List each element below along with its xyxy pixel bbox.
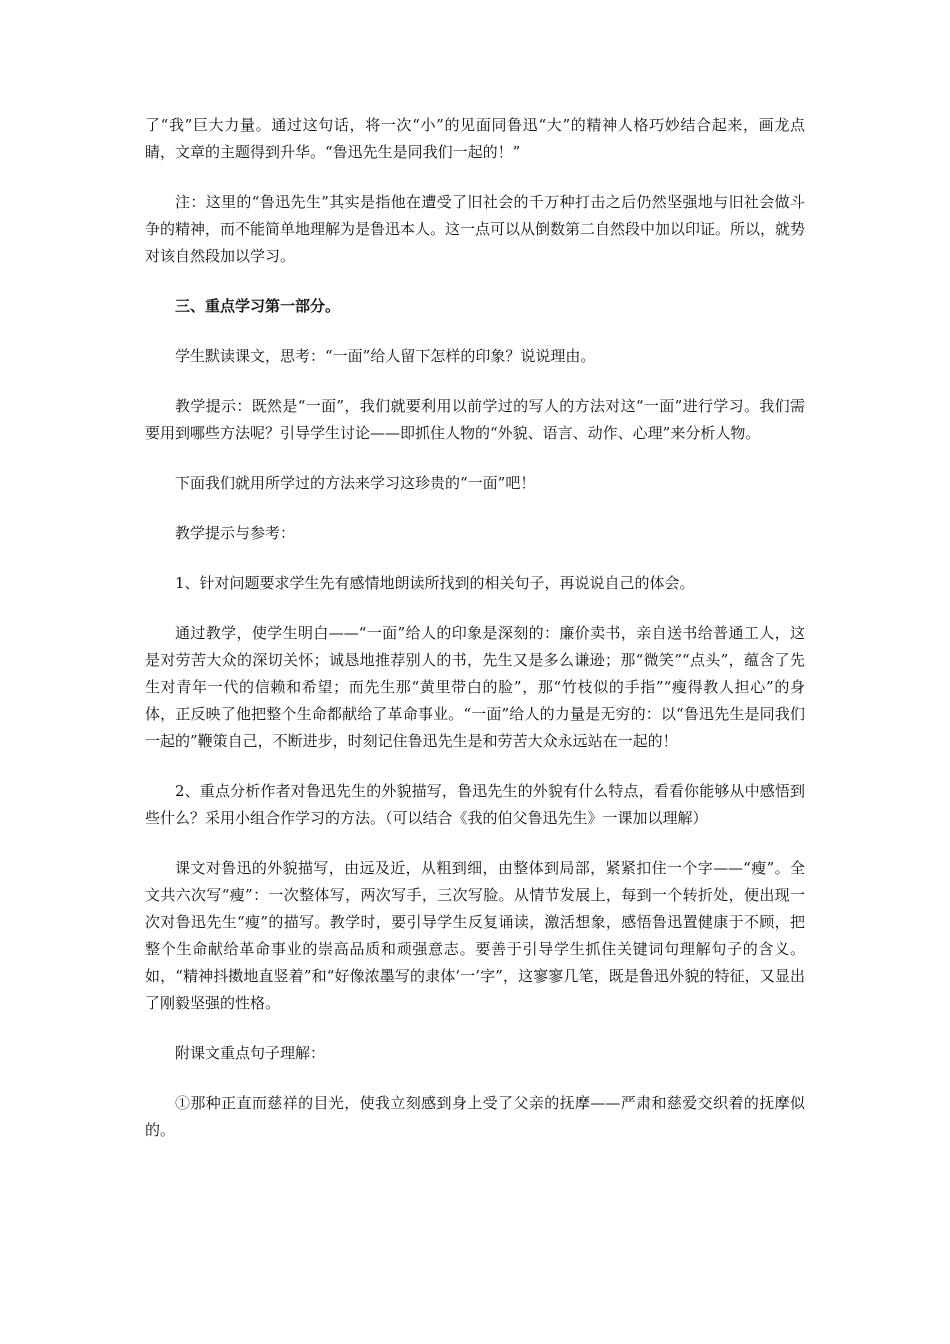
paragraph-item-2: 2、重点分析作者对鲁迅先生的外貌描写，鲁迅先生的外貌有什么特点，看看你能够从中感悟到些什么？采用小组合作学习的方法。（可以结合《我的伯父鲁迅先生》一课加以理解） — [145, 782, 805, 827]
paragraph-item-1: 1、针对问题要求学生先有感情地朗读所找到的相关句子，再说说自己的体会。 — [175, 574, 695, 592]
paragraph-transition: 下面我们就用所学过的方法来学习这珍贵的“一面”吧！ — [175, 474, 536, 492]
paragraph-teaching-tip: 教学提示：既然是“一面”，我们就要利用以前学过的写人的方法对这“一面”进行学习。我们需要用到哪些方法呢？引导学生讨论——即抓住人物的“外貌、语言、动作、心理”来分析人物。 — [145, 397, 805, 442]
paragraph-appendix-title: 附课文重点句子理解： — [175, 1044, 326, 1062]
paragraph-tip-reference: 教学提示与参考： — [175, 524, 296, 542]
document-page — [145, 112, 805, 1144]
paragraph-impression: 通过教学，使学生明白——“一面”给人的印象是深刻的：廉价卖书，亲自送书给普通工人，这是对劳苦大众的深切关怀；诚恳地推荐别人的书，先生又是多么谦逊；那“微笑”“点头”，蕴含了先生对青年一代的信赖和希望；而先生那“黄里带白的脸”，那“竹枝似的手指”“瘦得教人担心”的身体，正反映了他把整个生命都献给了革命事业。“一面”给人的力量是无穷的：以“鲁迅先生是同我们一起的”鞭策自己，不断进步，时刻记住鲁迅先生是和劳苦大众永远站在一起的！ — [145, 624, 805, 750]
paragraph-question: 学生默读课文，思考：“一面”给人留下怎样的印象？说说理由。 — [175, 347, 596, 365]
section-heading: 三、重点学习第一部分。 — [175, 297, 341, 315]
paragraph-key-sentence-1: ①那种正直而慈祥的目光，使我立刻感到身上受了父亲的抚摩——严肃和慈爱交织着的抚摩似的。 — [145, 1094, 805, 1139]
paragraph-note: 注：这里的“鲁迅先生”其实是指他在遭受了旧社会的千万种打击之后仍然坚强地与旧社会做斗争的精神，而不能简单地理解为是鲁迅本人。这一点可以从倒数第二自然段中加以印证。所以，就势对该自然段加以学习。 — [145, 193, 806, 265]
paragraph-continuation: 了“我”巨大力量。通过这句话，将一次“小”的见面同鲁迅“大”的精神人格巧妙结合起来，画龙点睛，文章的主题得到升华。“鲁迅先生是同我们一起的！” — [145, 116, 805, 161]
paragraph-appearance: 课文对鲁迅的外貌描写，由远及近，从粗到细，由整体到局部，紧紧扣住一个字——“瘦”。全文共六次写“瘦”：一次整体写，两次写手，三次写脸。从情节发展上，每到一个转折处，便出现一次对鲁迅先生“瘦”的描写。教学时，要引导学生反复诵读，激活想象，感悟鲁迅置健康于不顾，把整个生命献给革命事业的崇高品质和顽强意志。要善于引导学生抓住关键词句理解句子的含义。如，“精神抖擞地直竖着”和“好像浓墨写的隶体‘一’字”，这寥寥几笔，既是鲁迅外貌的特征，又显出了刚毅坚强的性格。 — [145, 859, 805, 1012]
